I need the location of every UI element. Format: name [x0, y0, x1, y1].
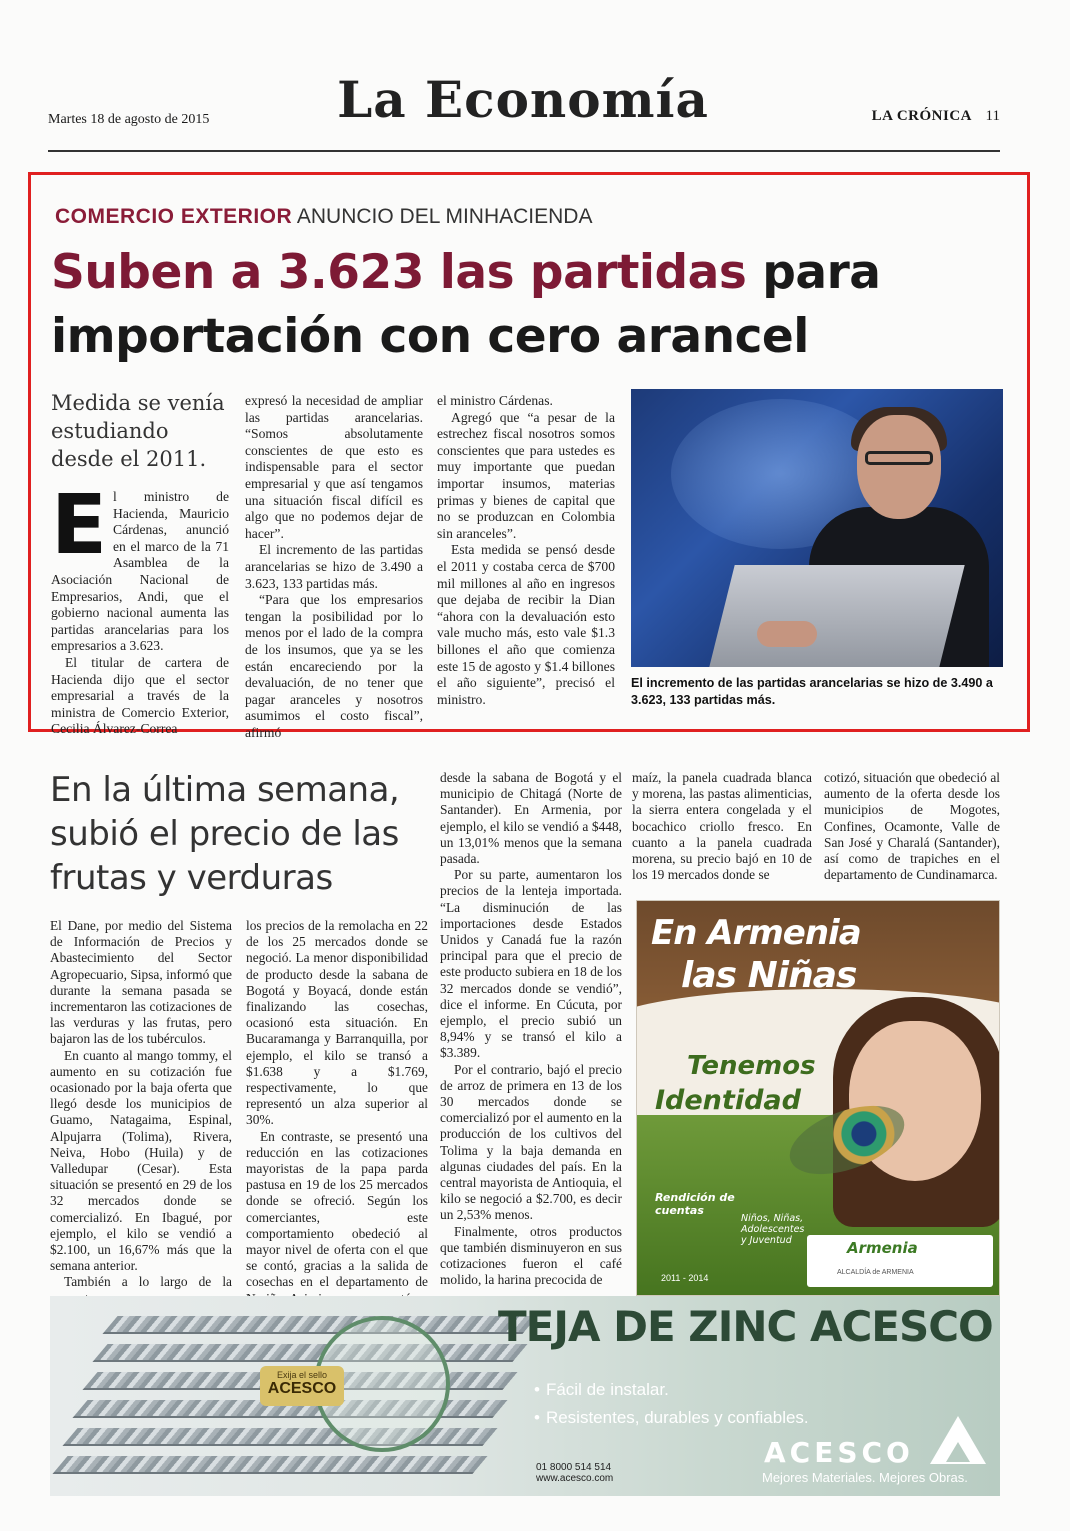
acesco-web: www.acesco.com [536, 1473, 614, 1484]
ad-audience: Niños, Niñas, Adolescentes y Juventud [741, 1213, 805, 1246]
article2-col3-p2: Por su parte, aumentaron los precios de la lenteja importada. “La disminución de las importaciones desde Estados Unidos y Canadá fue la razón principal para que el precio de este producto subiera en 18 de los 32 mercados donde se vendió”, dice el informe. En Cúcuta, por ejemplo, el precio subió un 8,94% y se transó el kilo a $3.389. [440, 867, 622, 1061]
acesco-phone: 01 8000 514 514 [536, 1462, 612, 1473]
feature-col3-p1: el ministro Cárdenas. [437, 393, 553, 408]
ad-line-2: las Niñas [681, 955, 857, 996]
feature-col1-p2: El titular de cartera de Hacienda dijo que el sector empresarial a través de la ministra de Comercio Exterior, Cecilia Álvarez-Correa [51, 654, 229, 737]
article2-col1-p2: En cuanto al mango tommy, el aumento en su cotización fue ocasionado por la baja oferta que llegó desde los municipios de Guamo, Natagaima, Espinal, Alpujarra (Tolima), Rivera, Neiva, Hobo (Huila) y de Valledupar (Cesar). Esta situación se presentó en 29 de los 32 mercados donde se comercializó. En Ibagué, por ejemplo, el kilo se vendió a $2.100, un 16,67% más que la semana anterior. [50, 1047, 232, 1274]
armenia-logo: Armenia [847, 1239, 918, 1257]
acesco-bullet-2: • Resistentes, durables y confiables. [534, 1408, 809, 1428]
kicker-topic: ANUNCIO DEL MINHACIENDA [296, 205, 593, 228]
issue-date: Martes 18 de agosto de 2015 [48, 112, 210, 127]
zinc-sheet [52, 1456, 487, 1474]
article2-col1-p1: El Dane, por medio del Sistema de Información de Precios y Abastecimiento del Sector Agropecuario, Sipsa, informó que durante la semana pasada se incrementaron las cotizaciones de las verduras y las frutas, pero bajaron las de los tubérculos. [50, 918, 232, 1047]
ad-tagline-2: Identidad [655, 1085, 801, 1116]
article2-col3-p1: desde la sabana de Bogotá y el municipio de Chitagá (Norte de Santander). En Armenia, por ejemplo, el kilo se vendió a $448, un 13,01% menos que la semana pasada. [440, 770, 622, 867]
ad-tagline-1: Tenemos [687, 1051, 816, 1081]
article2-column-2 [246, 918, 428, 1323]
feature-column-3 [437, 393, 615, 708]
kicker-section: COMERCIO EXTERIOR [55, 205, 293, 228]
article2-col3-p3: Por el contrario, bajó el precio de arroz de primera en 13 de los 30 mercados donde se comercializó por el aumento en la producción de los cultivos del Tolima y la baja demanda en algunas ciudades del país. En la central mayorista de Antioquia, el kilo se negoció a $2.700, es decir un 2,53% menos. [440, 1061, 622, 1223]
masthead [48, 70, 1000, 150]
article2-column-1 [50, 918, 232, 1323]
feature-col1-p1: El ministro de Hacienda, Mauricio Cárdenas, anunció en el marco de la 71 Asamblea de la Asociación Nacional de Empresarios, Andi, que el gobierno nacional aumenta las partidas arancelarias para los empresarios a 3.623. [51, 478, 229, 654]
acesco-seal: Exija el sello ACESCO [260, 1366, 344, 1406]
minister-photo [631, 389, 1003, 667]
alcaldia-label: ALCALDÍA de ARMENIA [837, 1269, 914, 1276]
zinc-sheet [62, 1428, 497, 1446]
ad-years: 2011 - 2014 [661, 1273, 709, 1283]
article2-col1-p3: También a lo largo de la [64, 1274, 232, 1290]
feature-col3-p2: Agregó que “a pesar de la estrechez fiscal nosotros somos conscientes que para ustedes es muy importante que puedan importar insumos, materias primas y bienes de capital que no se produzcan en Colombia sin aranceles”. [437, 409, 615, 541]
ad-rendicion: Rendición de cuentas [655, 1191, 735, 1217]
dropcap: E [51, 478, 108, 573]
acesco-bullet-1: • Fácil de instalar. [534, 1380, 669, 1400]
feature-col3-p3: Esta medida se pensó desde el 2011 y costaba cerca de $700 mil millones al año en ingresos que dejaba de recibir la Dian “ahora con la devaluación esto vale mucho más, esto vale $1.3 billones el año que comienza este 15 de agosto y $1.4 billones el año siguiente”, precisó el ministro. [437, 542, 615, 707]
feature-headline [51, 241, 1011, 369]
feature-article [28, 172, 1030, 740]
photo-caption: El incremento de las partidas arancelarias se hizo de 3.490 a 3.623, 133 partidas más. [631, 676, 993, 707]
feature-col2-p1: expresó la necesidad de ampliar las partidas arancelarias. “Somos absolutamente conscientes de que esto es indispensable para el sector empresarial y que así tengamos una situación fiscal difícil es algo que no podemos dejar de hacer”. [245, 393, 423, 541]
feature-col2-p3: “Para que los empresarios tengan la posibilidad por lo menos por el lado de la compra de los insumos, que ya se les están encareciendo por la devaluación, de no tener que pagar aranceles y nosotros asumimos el costo fiscal”, afirmó [245, 592, 423, 740]
zinc-sheet [92, 1344, 527, 1362]
feature-deck: Medida se venía estudiando desde el 2011. [51, 391, 225, 471]
article2-col4-p1: maíz, la panela cuadrada blanca y morena, las pastas alimenticias, la sierra entera congelada y el bocachico criollo fresco. En cuanto a la panela cuadrada morena, su precio bajó en 10 de los 19 mercados donde se [632, 770, 812, 883]
masthead-rule [48, 150, 1000, 152]
ad-line-1: En Armenia [651, 913, 861, 953]
zinc-sheet [102, 1316, 537, 1334]
headline-rest: para importación con cero arancel [51, 245, 881, 364]
article2-column-4 [632, 770, 812, 883]
article2-column-5 [824, 770, 1000, 883]
article2-col2-p1: los precios de la remolacha en 22 de los 25 mercados donde se negoció. La menor disponibilidad de producto desde la sabana de Bogotá y Boyacá, donde están finalizando las cosechas, ocasionó esta situación. En Bucaramanga y Barranquilla, por ejemplo, el kilo se transó a $1.638 y a $1.769, respectivamente, lo que representó un alza superior al 30%. [246, 918, 428, 1128]
article2-column-3 [440, 770, 622, 1289]
acesco-tagline: Mejores Materiales. Mejores Obras. [762, 1470, 968, 1485]
kicker [55, 205, 592, 229]
article2-col3-p4: Finalmente, otros productos que también disminuyeron en sus cotizaciones fueron el café molido, la harina precocida de [440, 1223, 622, 1288]
article2-headline: En la última semana, subió el precio de las frutas y verduras [50, 770, 400, 898]
feature-col2-p2: El incremento de las partidas arancelarias se hizo de 3.490 a 3.623, 133 partidas más. [245, 542, 423, 591]
acesco-contact [536, 1462, 613, 1484]
feature-column-2 [245, 393, 423, 741]
acesco-title: TEJA DE ZINC ACESCO [498, 1302, 993, 1351]
feature-column-1 [51, 478, 229, 738]
article2-col2-p2: En contraste, se presentó una reducción en las cotizaciones mayoristas de la papa parda pastusa en 19 de los 25 mercados donde se ofreció. Según los comerciantes, este comportamiento obedeció al mayor nivel de oferta con el que se contó, gracias a la salida de cosechas en el departamento de [246, 1128, 428, 1290]
headline-highlight: Suben a 3.623 las partidas [51, 245, 747, 300]
page-number: 11 [985, 108, 1000, 124]
article2-col5-p1: cotizó, situación que obedeció al aumento de la oferta desde los municipios de Mogotes, Confines, Ocamonte, Valle de San José y Charalá (Santander), así como de trapiches en el departamento de Cundinamarca. [824, 770, 1000, 883]
newspaper-name: LA CRÓNICA [871, 108, 972, 124]
acesco-logo: ACESCO [764, 1436, 914, 1469]
armenia-advertisement [636, 900, 1000, 1296]
section-title: La Economía [337, 70, 709, 129]
acesco-advertisement [50, 1296, 1000, 1496]
